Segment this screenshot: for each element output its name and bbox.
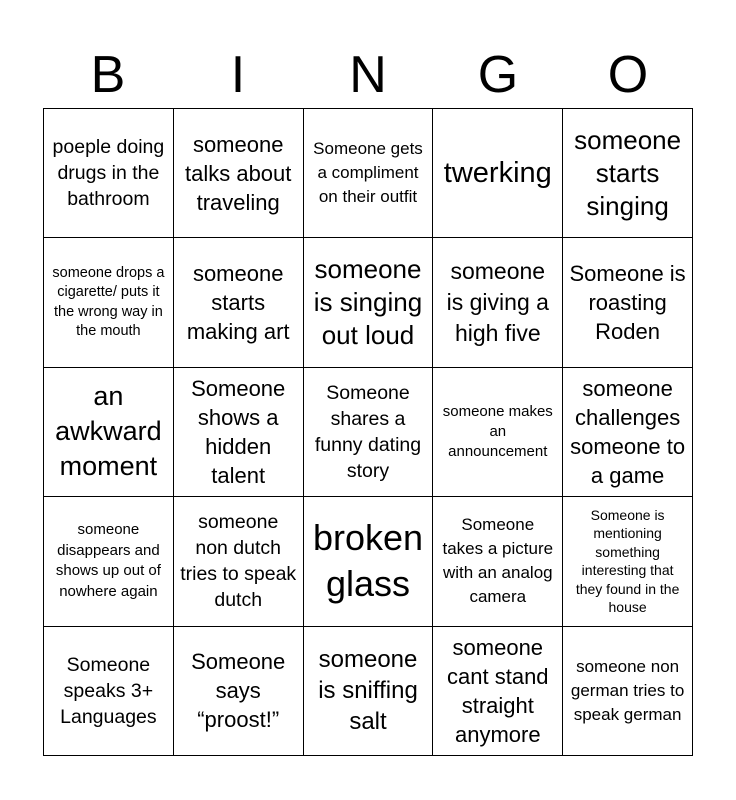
cell-text: someone is singing out loud: [313, 254, 423, 351]
bingo-cell[interactable]: [563, 109, 693, 238]
bingo-cell[interactable]: [563, 497, 693, 626]
cell-text: poeple doing drugs in the bathroom: [52, 136, 165, 211]
cell-text: someone drops a cigarette/ puts it the wrong way in the mouth: [52, 264, 165, 340]
bingo-cell[interactable]: [304, 238, 434, 367]
cell-text: someone cant stand straight anymore: [447, 634, 549, 747]
cell-text: an awkward moment: [55, 381, 162, 482]
cell-text: someone disappears and shows up out of nowhere again: [55, 521, 161, 600]
header-letter-i: I: [230, 46, 246, 104]
bingo-cell[interactable]: [44, 368, 174, 497]
cell-text: someone starts making art: [186, 261, 290, 345]
cell-text: Someone speaks 3+ Languages: [60, 653, 157, 728]
bingo-cell[interactable]: [44, 497, 174, 626]
bingo-cell[interactable]: [433, 368, 563, 497]
bingo-cell[interactable]: [433, 627, 563, 756]
cell-text: Someone shows a hidden talent: [191, 375, 286, 488]
bingo-cell[interactable]: [44, 627, 174, 756]
cell-text: someone is sniffing salt: [318, 646, 418, 736]
bingo-cell[interactable]: [433, 109, 563, 238]
bingo-cell[interactable]: [304, 497, 434, 626]
bingo-cell[interactable]: [563, 368, 693, 497]
bingo-grid: [43, 108, 693, 756]
cell-text: Someone is roasting Roden: [569, 261, 686, 345]
header-letter-g: G: [477, 46, 519, 104]
cell-text: broken glass: [312, 517, 424, 605]
bingo-cell[interactable]: [174, 109, 304, 238]
cell-text: someone talks about traveling: [184, 131, 292, 215]
bingo-cell[interactable]: [563, 627, 693, 756]
cell-text: Someone shares a funny dating story: [314, 381, 422, 482]
cell-text: twerking: [443, 157, 552, 190]
bingo-cell[interactable]: [174, 238, 304, 367]
cell-text: someone is giving a high five: [446, 258, 549, 347]
cell-text: someone challenges someone to a game: [570, 375, 686, 488]
cell-text: Someone gets a compliment on their outfit: [313, 139, 423, 207]
header-letter-n: N: [349, 46, 387, 104]
header-letter-o: O: [607, 46, 649, 104]
bingo-cell[interactable]: [304, 109, 434, 238]
bingo-header: [43, 42, 693, 108]
cell-text: Someone is mentioning something interesting that they found in the house: [575, 506, 680, 616]
bingo-cell[interactable]: [174, 497, 304, 626]
bingo-cell[interactable]: [433, 497, 563, 626]
cell-text: Someone takes a picture with an analog camera: [442, 515, 554, 607]
bingo-cell[interactable]: [563, 238, 693, 367]
bingo-cell[interactable]: [174, 627, 304, 756]
header-letter-b: B: [90, 46, 126, 104]
bingo-cell[interactable]: [433, 238, 563, 367]
cell-text: someone starts singing: [574, 124, 682, 221]
cell-text: someone non dutch tries to speak dutch: [180, 511, 297, 612]
bingo-cell[interactable]: [304, 368, 434, 497]
bingo-cell[interactable]: [174, 368, 304, 497]
cell-text: someone non german tries to speak german: [570, 656, 685, 724]
cell-text: Someone says “proost!”: [191, 649, 286, 733]
bingo-cell[interactable]: [304, 627, 434, 756]
bingo-cell[interactable]: [44, 238, 174, 367]
cell-text: someone makes an announcement: [442, 402, 553, 460]
bingo-cell[interactable]: [44, 109, 174, 238]
